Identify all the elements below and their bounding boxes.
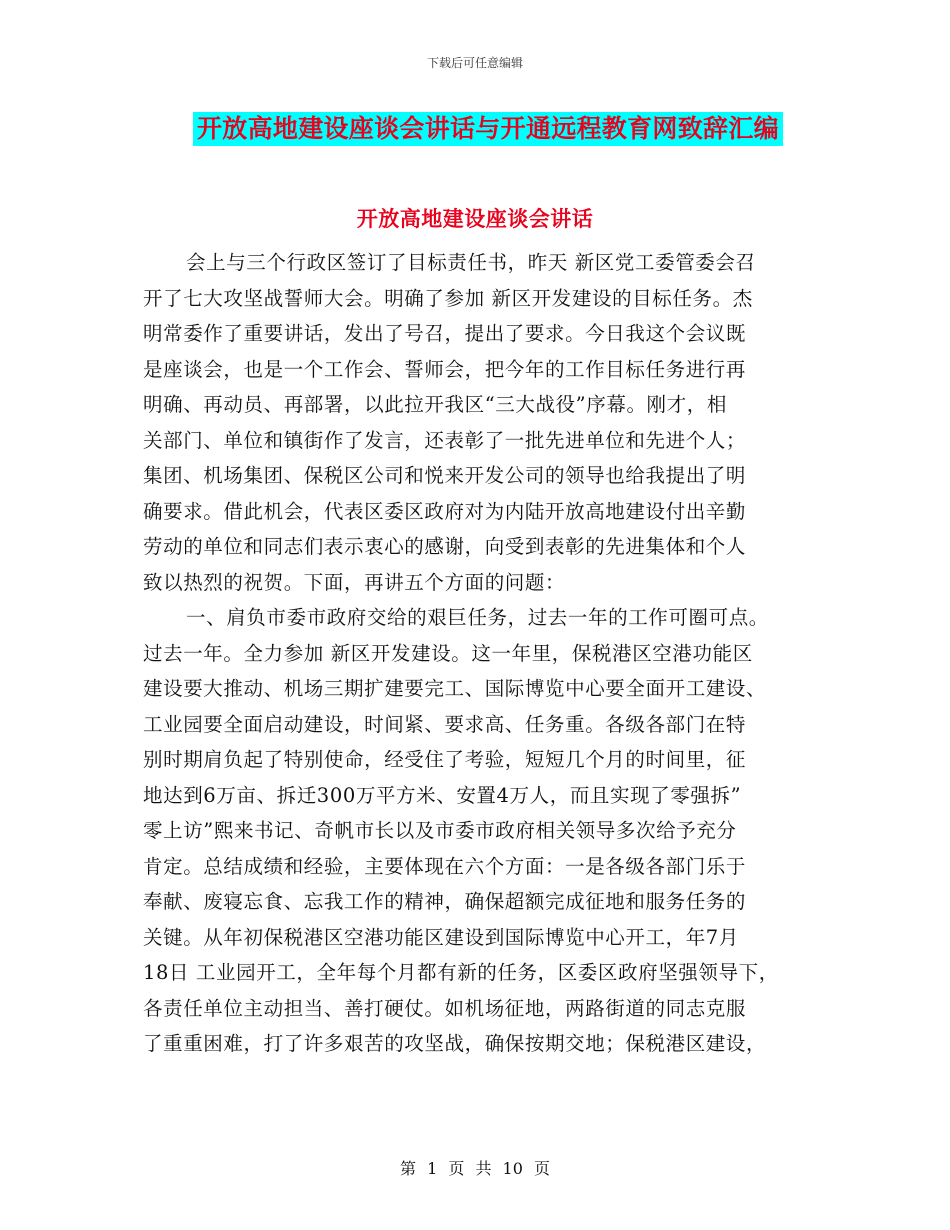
paragraph-line: 一、肩负市委市政府交给的艰巨任务，过去一年的工作可圈可点。 <box>186 606 769 629</box>
paragraph-line: 致以热烈的祝贺。下面，再讲五个方面的问题： <box>143 570 566 594</box>
paragraph-line: 肯定。总结成绩和经验，主要体现在六个方面：一是各级各部门乐于 <box>143 854 747 878</box>
paragraph-line: 建设要大推动、机场三期扩建要完工、国际博览中心要全面开工建设、 <box>143 677 767 700</box>
paragraph-line: 关部门、单位和镇街作了发言，还表彰了一批先进单位和先进个人； <box>143 428 747 452</box>
paragraph-line: 过去一年。全力参加 新区开发建设。这一年里，保税港区空港功能区 <box>143 641 753 665</box>
paragraph-line: 奉献、废寝忘食、忘我工作的精神，确保超额完成征地和服务任务的 <box>143 890 747 913</box>
body-paragraphs <box>143 245 833 1062</box>
paragraph-line: 劳动的单位和同志们表示衷心的感谢，向受到表彰的先进集体和个人 <box>143 535 747 558</box>
paragraph-line: 各责任单位主动担当、善打硬仗。如机场征地，两路街道的同志克服 <box>143 996 747 1020</box>
paragraph-line: 开了七大攻坚战誓师大会。明确了参加 新区开发建设的目标任务。杰 <box>143 286 753 310</box>
paragraph-line: 了重重困难，打了许多艰苦的攻坚战，确保按期交地；保税港区建设， <box>143 1032 767 1055</box>
paragraph-line: 会上与三个行政区签订了目标责任书，昨天 新区党工委管委会召 <box>186 251 756 274</box>
paragraph-line: 明常委作了重要讲话，发出了号召，提出了要求。今日我这个会议既 <box>143 322 747 345</box>
paragraph-line: 是座谈会，也是一个工作会、誓师会，把今年的工作目标任务进行再 <box>143 357 747 381</box>
document-title: 开放高地建设座谈会讲话与开通远程教育网致辞汇编 <box>193 112 783 146</box>
paragraph-line: 别时期肩负起了特别使命，经受住了考验，短短几个月的时间里，征 <box>143 748 747 771</box>
paragraph-line: 18日 工业园开工，全年每个月都有新的任务，区委区政府坚强领导下， <box>143 961 779 984</box>
paragraph-line: 明确、再动员、再部署，以此拉开我区“三大战役”序幕。刚才，相 <box>143 393 727 416</box>
page-number-footer: 第 1 页 共 10 页 <box>400 1159 550 1178</box>
paragraph-line: 确要求。借此机会，代表区委区政府对为内陆开放高地建设付出辛勤 <box>143 499 747 523</box>
page-header-note: 下载后可任意编辑 <box>426 56 523 70</box>
paragraph-line: 关键。从年初保税港区空港功能区建设到国际博览中心开工，年7月 <box>143 925 739 949</box>
paragraph-line: 零上访”熙来书记、奇帆市长以及市委市政府相关领导多次给予充分 <box>143 819 737 842</box>
section-title: 开放高地建设座谈会讲话 <box>356 206 594 231</box>
paragraph-line: 集团、机场集团、保税区公司和悦来开发公司的领导也给我提出了明 <box>143 464 747 487</box>
paragraph-line: 工业园要全面启动建设，时间紧、要求高、任务重。各级各部门在特 <box>143 712 747 736</box>
paragraph-line: 地达到6万亩、拆迁300万平方米、安置4万人，而且实现了零强拆” <box>143 783 742 807</box>
